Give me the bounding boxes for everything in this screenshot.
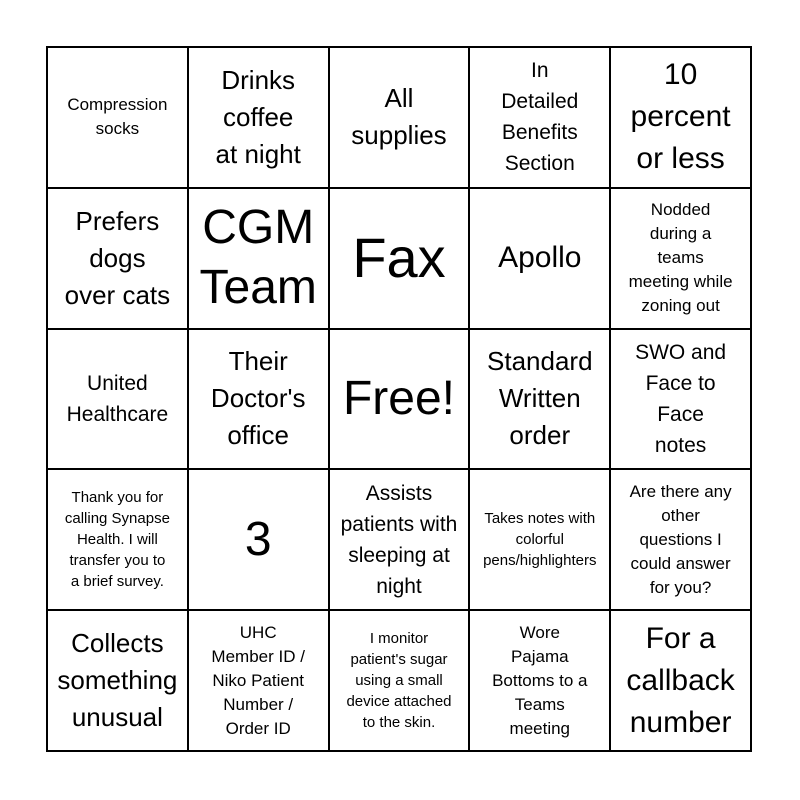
cell-text: Collects something unusual	[57, 628, 178, 733]
cell-text: Thank you for calling Synapse Health. I will transfer you to a brief survey.	[64, 489, 170, 591]
bingo-cell-r2c3[interactable]	[329, 188, 470, 329]
bingo-cell-r4c1[interactable]	[47, 469, 188, 610]
cell-text: Nodded during a teams meeting while zoning out	[628, 200, 733, 316]
bingo-cell-r1c4[interactable]	[469, 47, 610, 188]
cell-text: All supplies	[351, 83, 447, 151]
bingo-cell-r2c5[interactable]	[610, 188, 751, 329]
bingo-board	[46, 46, 752, 752]
cell-text: 10 percent or less	[630, 58, 731, 176]
bingo-cell-r5c4[interactable]	[469, 610, 610, 751]
bingo-cell-r5c3[interactable]	[329, 610, 470, 751]
bingo-cell-r5c1[interactable]	[47, 610, 188, 751]
cell-text: SWO and Face to Face notes	[635, 340, 727, 457]
bingo-cell-r5c5[interactable]	[610, 610, 751, 751]
cell-text: I monitor patient's sugar using a small device attached to the skin.	[346, 630, 452, 732]
bingo-cell-r3c3[interactable]	[329, 329, 470, 470]
cell-text: Free!	[342, 371, 455, 425]
bingo-cell-r3c1[interactable]	[47, 329, 188, 470]
cell-text: Drinks coffee at night	[215, 64, 301, 169]
cell-text: Prefers dogs over cats	[64, 205, 171, 310]
cell-text: Wore Pajama Bottoms to a Teams meeting	[492, 622, 588, 738]
cell-text: For a callback number	[626, 621, 735, 739]
cell-text: Compression socks	[67, 95, 168, 139]
bingo-cell-r4c4[interactable]	[469, 469, 610, 610]
cell-text: Fax	[352, 226, 446, 290]
bingo-cell-r3c5[interactable]	[610, 329, 751, 470]
bingo-cell-r1c5[interactable]	[610, 47, 751, 188]
bingo-cell-r2c2[interactable]	[188, 188, 329, 329]
cell-text: Apollo	[498, 241, 582, 275]
bingo-cell-r4c5[interactable]	[610, 469, 751, 610]
bingo-cell-r5c2[interactable]	[188, 610, 329, 751]
cell-text: Assists patients with sleeping at night	[340, 481, 458, 598]
cell-text: United Healthcare	[66, 371, 169, 426]
bingo-cell-r3c2[interactable]	[188, 329, 329, 470]
cell-text: In Detailed Benefits Section	[501, 59, 579, 176]
bingo-cell-r2c4[interactable]	[469, 188, 610, 329]
cell-text: UHC Member ID / Niko Patient Number / Order ID	[211, 622, 305, 738]
cell-text: Their Doctor's office	[210, 346, 306, 451]
bingo-cell-r4c3[interactable]	[329, 469, 470, 610]
cell-text: Takes notes with colorful pens/highlighters	[483, 510, 597, 570]
cell-text: 3	[244, 512, 272, 566]
bingo-cell-r3c4[interactable]	[469, 329, 610, 470]
bingo-cell-r1c2[interactable]	[188, 47, 329, 188]
bingo-cell-r1c3[interactable]	[329, 47, 470, 188]
cell-text: CGM Team	[199, 201, 317, 315]
cell-text: Standard Written order	[487, 346, 593, 451]
cell-text: Are there any other questions I could answer for you?	[629, 481, 732, 597]
bingo-cell-r4c2[interactable]	[188, 469, 329, 610]
bingo-cell-r1c1[interactable]	[47, 47, 188, 188]
bingo-cell-r2c1[interactable]	[47, 188, 188, 329]
